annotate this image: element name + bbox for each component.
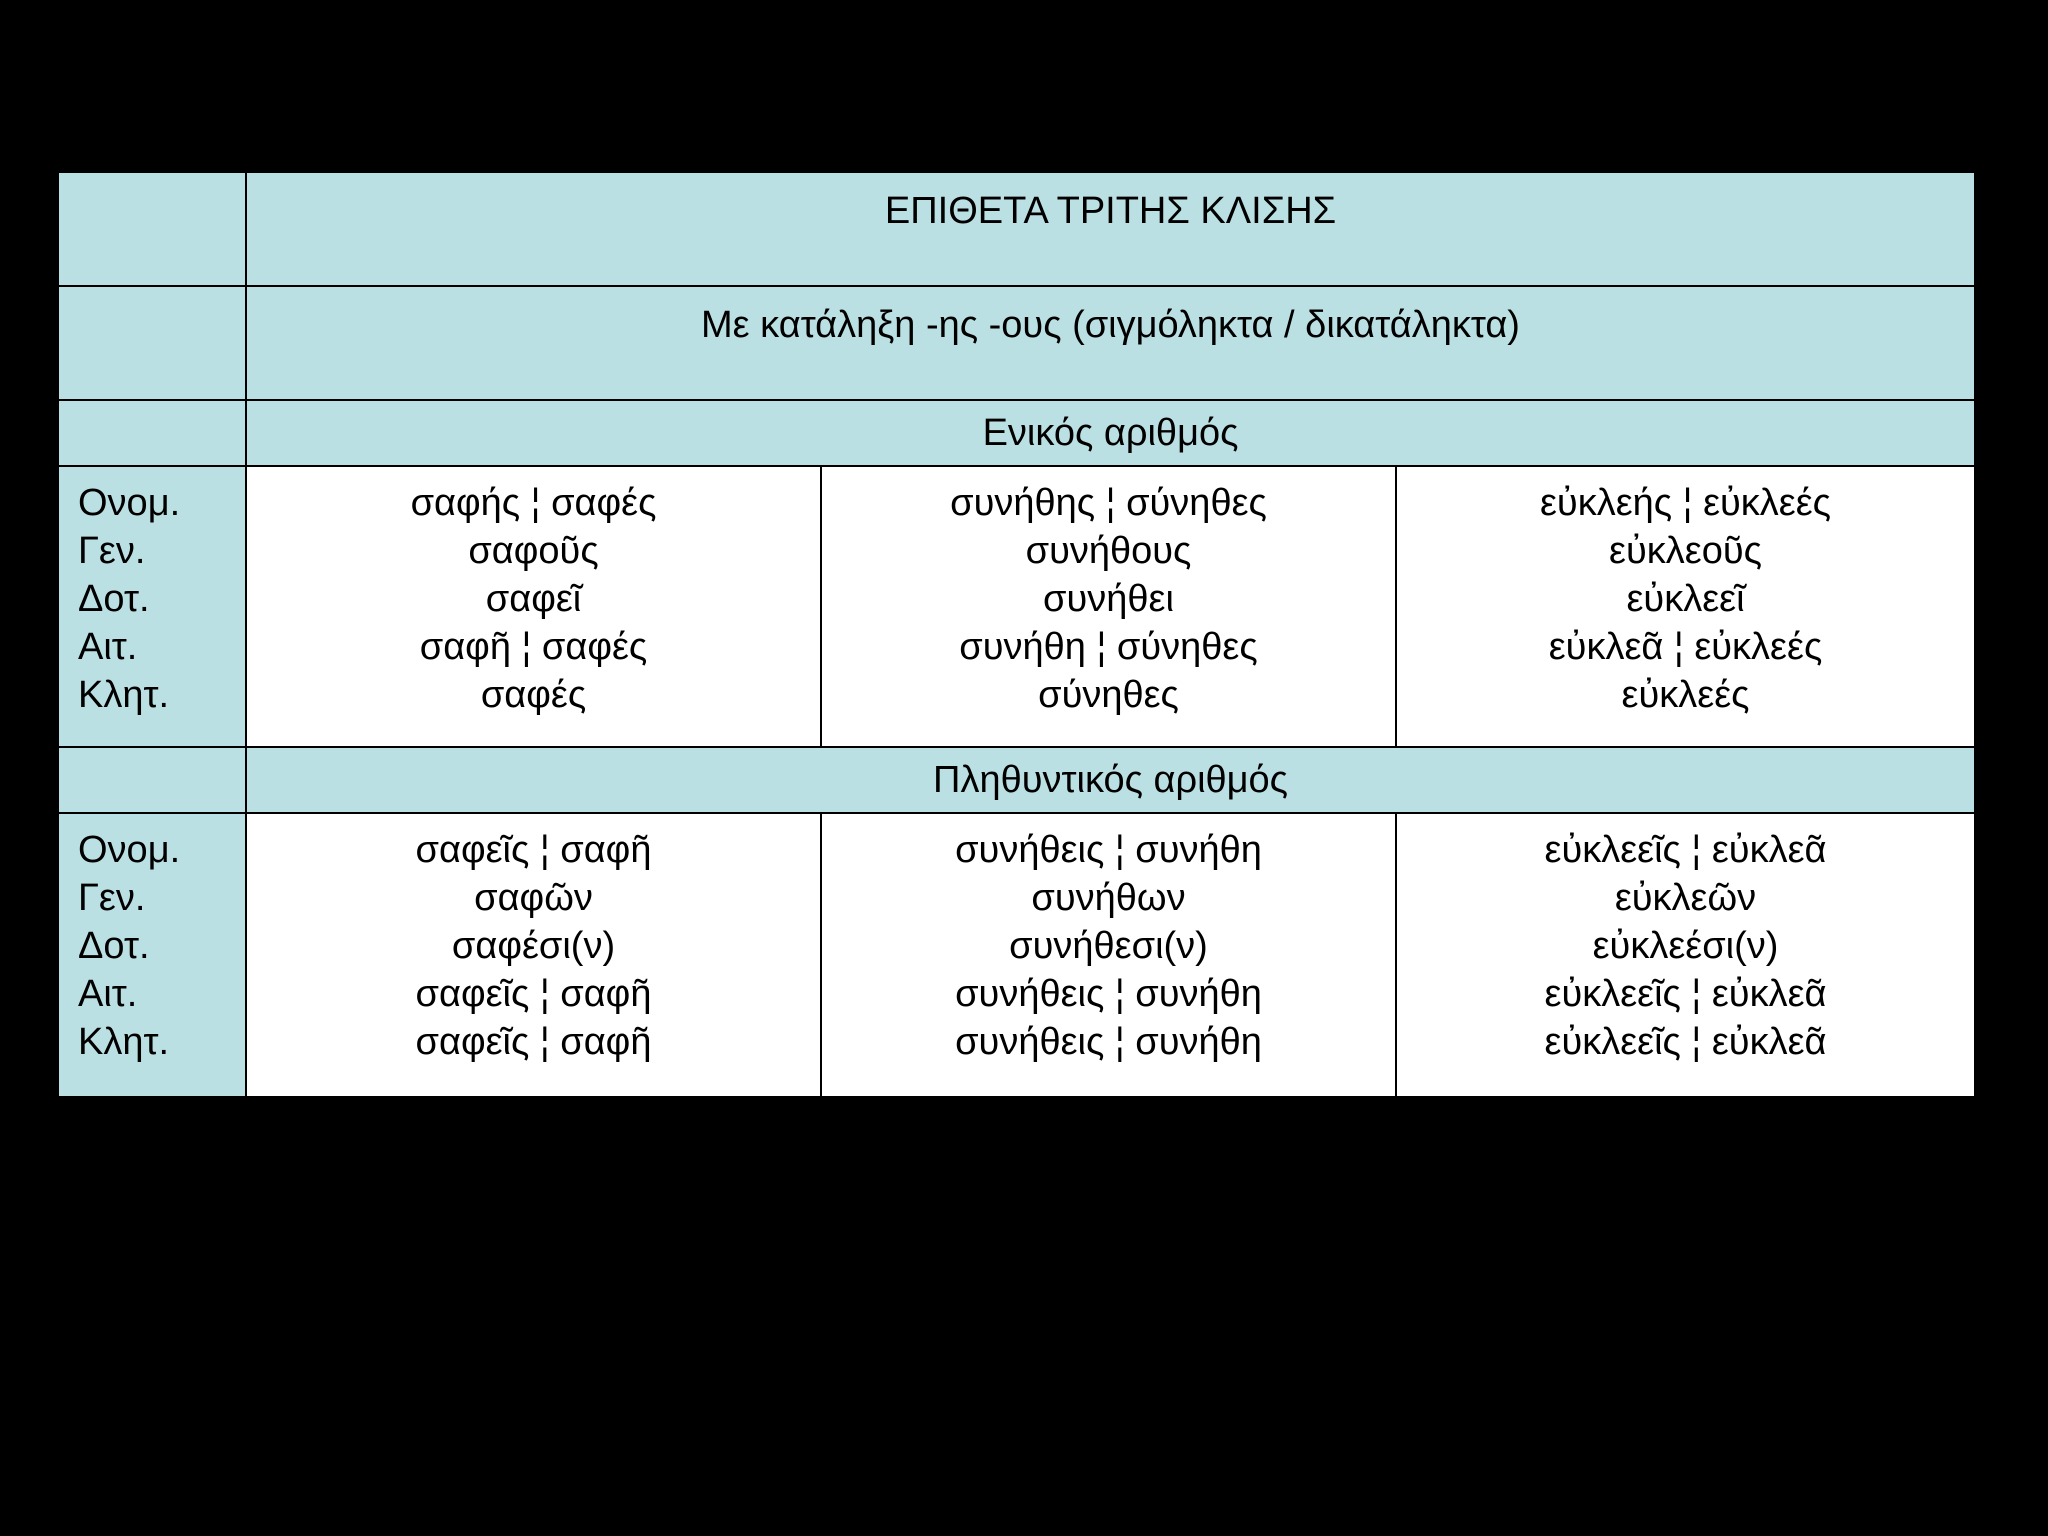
form-cell: σαφεῖς ¦ σαφῆ [415, 829, 652, 871]
case-label: Γεν. [78, 530, 146, 572]
case-label: Δοτ. [78, 578, 150, 620]
case-label: Κλητ. [78, 1021, 170, 1063]
table-subtitle: Με κατάληξη -ης -ους (σιγμόληκτα / δικατάληκτα) [701, 304, 1520, 346]
form-cell: σαφεῖς ¦ σαφῆ [415, 973, 652, 1015]
case-labels-list [59, 467, 245, 719]
form-cell: συνήθης ¦ σύνηθες [950, 482, 1267, 524]
case-label: Κλητ. [78, 674, 170, 716]
subtitle-corner-cell [58, 286, 246, 400]
singular-column-1 [246, 466, 821, 747]
form-list [822, 814, 1395, 1066]
form-list [1397, 814, 1974, 1066]
form-list [1397, 467, 1974, 719]
form-cell: συνήθεις ¦ συνήθη [955, 829, 1262, 871]
form-list [247, 467, 820, 719]
plural-column-1 [246, 813, 821, 1097]
form-list [247, 814, 820, 1066]
form-cell: συνήθει [1043, 578, 1174, 620]
form-cell: εὐκλεής ¦ εὐκλεές [1539, 482, 1831, 524]
form-cell: συνήθεσι(ν) [1009, 925, 1208, 967]
singular-header-cell [246, 400, 1975, 466]
form-cell: εὐκλεές [1621, 674, 1750, 716]
form-cell: εὐκλεᾶ ¦ εὐκλεές [1548, 626, 1823, 668]
table-subtitle-cell [246, 286, 1975, 400]
form-cell: συνήθων [1031, 877, 1186, 919]
case-label: Αιτ. [78, 626, 138, 668]
plural-section-title: Πληθυντικός αριθμός [933, 759, 1288, 801]
form-cell: συνήθεις ¦ συνήθη [955, 1021, 1262, 1063]
case-label: Ονομ. [78, 482, 181, 524]
form-cell: σαφῆ ¦ σαφές [419, 626, 648, 668]
singular-column-3 [1396, 466, 1975, 747]
form-list [822, 467, 1395, 719]
form-cell: εὐκλεέσι(ν) [1592, 925, 1779, 967]
form-cell: συνήθους [1025, 530, 1192, 572]
declension-table [57, 171, 1976, 1098]
singular-section-title: Ενικός αριθμός [982, 412, 1239, 454]
form-cell: σαφεῖς ¦ σαφῆ [415, 1021, 652, 1063]
singular-case-labels-cell [58, 466, 246, 747]
singular-column-2 [821, 466, 1396, 747]
plural-header-cell [246, 747, 1975, 813]
form-cell: εὐκλεεῖ [1626, 578, 1745, 620]
singular-corner-cell [58, 400, 246, 466]
case-label: Γεν. [78, 877, 146, 919]
table-title: ΕΠΙΘΕΤΑ ΤΡΙΤΗΣ ΚΛΙΣΗΣ [884, 190, 1337, 232]
form-cell: σαφῶν [474, 877, 593, 919]
case-labels-list [59, 814, 245, 1066]
case-label: Αιτ. [78, 973, 138, 1015]
form-cell: συνήθη ¦ σύνηθες [959, 626, 1258, 668]
form-cell: εὐκλεεῖς ¦ εὐκλεᾶ [1544, 973, 1827, 1015]
plural-case-labels-cell [58, 813, 246, 1097]
table-title-cell [246, 172, 1975, 286]
form-cell: σαφεῖ [485, 578, 582, 620]
form-cell: σαφέσι(ν) [451, 925, 616, 967]
form-cell: εὐκλεεῖς ¦ εὐκλεᾶ [1544, 829, 1827, 871]
form-cell: εὐκλεῶν [1614, 877, 1757, 919]
plural-column-3 [1396, 813, 1975, 1097]
plural-column-2 [821, 813, 1396, 1097]
form-cell: εὐκλεοῦς [1609, 530, 1762, 572]
case-label: Δοτ. [78, 925, 150, 967]
title-corner-cell [58, 172, 246, 286]
form-cell: σαφοῦς [468, 530, 599, 572]
form-cell: σαφές [480, 674, 587, 716]
form-cell: συνήθεις ¦ συνήθη [955, 973, 1262, 1015]
form-cell: εὐκλεεῖς ¦ εὐκλεᾶ [1544, 1021, 1827, 1063]
plural-corner-cell [58, 747, 246, 813]
form-cell: σαφής ¦ σαφές [410, 482, 657, 524]
form-cell: σύνηθες [1038, 674, 1179, 716]
case-label: Ονομ. [78, 829, 181, 871]
